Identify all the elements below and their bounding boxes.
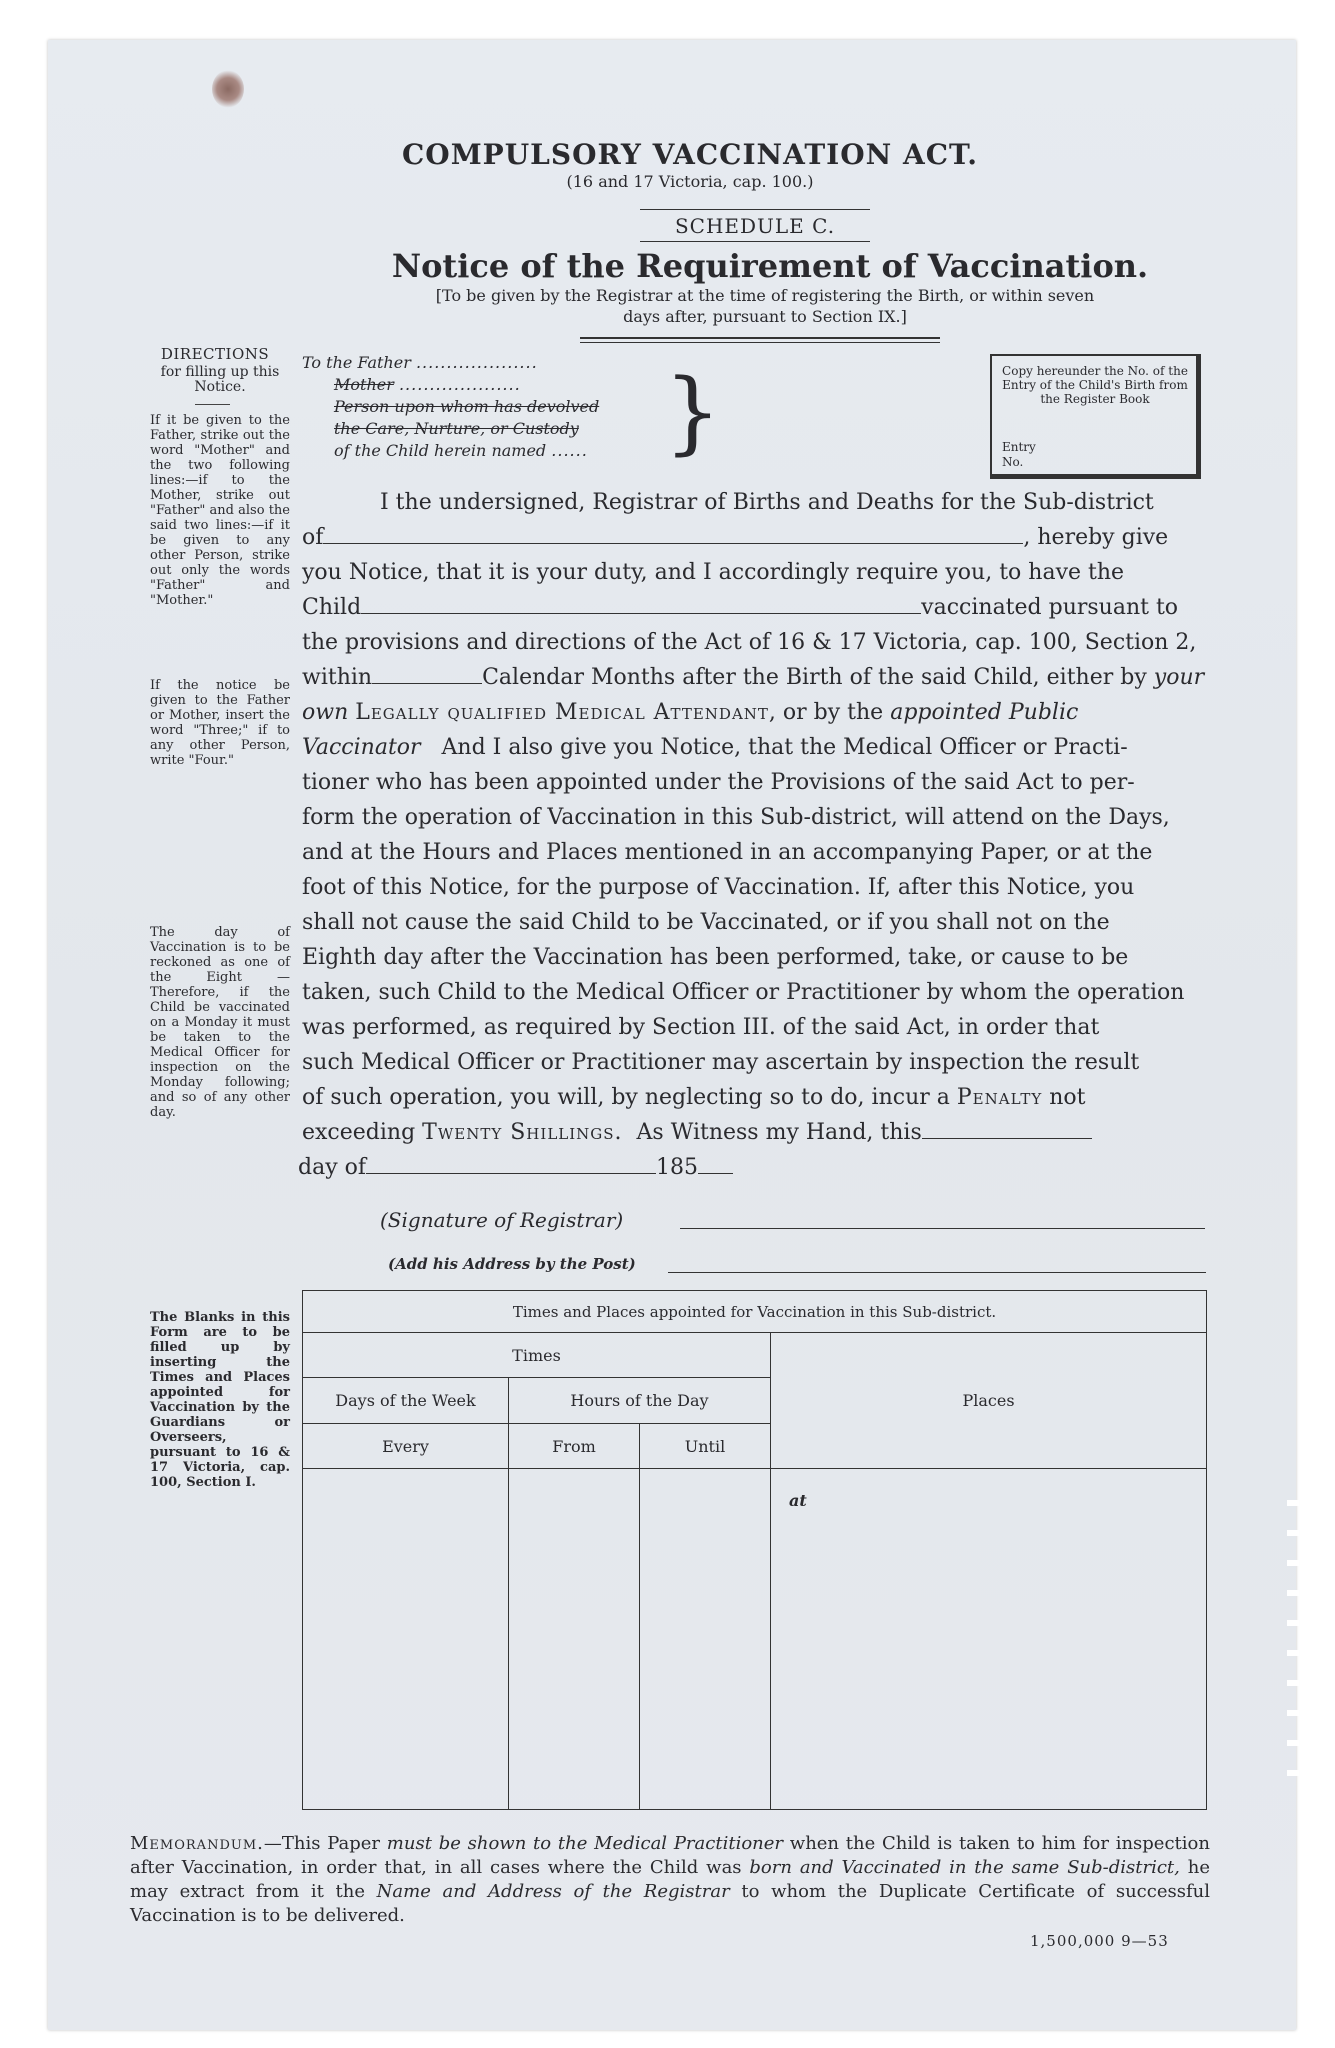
body-line-1: I the undersigned, Registrar of Births and Deaths for the Sub-district [380, 490, 1154, 515]
addressee-father: To the Father [302, 353, 411, 372]
body-line-2: of , hereby give [302, 525, 1169, 550]
address-line[interactable] [668, 1272, 1206, 1273]
direction-note-months: If the notice be given to the Father or Mother, insert the word "Three;" if to any other Person, write "Four." [150, 678, 290, 768]
instruction-line-1: [To be given by the Registrar at the time of registering the Birth, or within seven [435, 286, 1095, 305]
day-number-blank[interactable] [922, 1124, 1092, 1139]
body-line-6: within Calendar Months after the Birth of the said Child, either by your [302, 665, 1205, 690]
body-line-7: own Legally qualified Medical Attendant, or by the appointed Public [302, 700, 1079, 725]
body-line-5: the provisions and directions of the Act of 16 & 17 Victoria, cap. 100, Section 2, [302, 630, 1197, 655]
body-line-19: exceeding Twenty Shillings. As Witness my Hand, this [302, 1116, 1207, 1151]
body-line-15: taken, such Child to the Medical Officer or Practitioner by whom the operation [302, 980, 1185, 1005]
entry-box-text: Copy hereunder the No. of the Entry of the Child's Birth from the Register Book [1002, 364, 1188, 406]
body-line-17: such Medical Officer or Practitioner may ascertain by inspection the result [302, 1050, 1140, 1075]
vaccination-schedule-table [302, 1290, 1207, 1810]
entry-no-label: No. [1002, 455, 1024, 469]
body-line-12: foot of this Notice, for the purpose of Vaccination. If, after this Notice, you [302, 875, 1135, 900]
fill-dots: .................... [415, 353, 538, 372]
instruction-text [350, 285, 1180, 327]
signature-line[interactable] [680, 1228, 1205, 1229]
table-cell-from[interactable] [509, 1469, 640, 1810]
body-line-16: was performed, as required by Section III. of the said Act, in order that [302, 1015, 1100, 1040]
year-blank[interactable] [698, 1159, 733, 1174]
fill-dots: ...... [551, 441, 588, 460]
table-hours-header: Hours of the Day [509, 1378, 771, 1424]
addressee-child: of the Child herein named [334, 441, 547, 460]
month-blank[interactable] [366, 1159, 656, 1174]
addressee-care: the Care, Nurture, or Custody [334, 419, 579, 438]
place-at-label: at [789, 1491, 807, 1510]
body-line-13: shall not cause the said Child to be Vaccinated, or if you shall not on the [302, 910, 1110, 935]
addressee-mother: Mother [334, 375, 394, 394]
body-line-10: form the operation of Vaccination in this Sub-district, will attend on the Days, [302, 805, 1170, 830]
act-subtitle: (16 and 17 Victoria, cap. 100.) [566, 172, 814, 191]
table-cell-place[interactable] [771, 1469, 1207, 1810]
body-line-11: and at the Hours and Places mentioned in an accompanying Paper, or at the [302, 840, 1153, 865]
entry-labels [1002, 440, 1036, 470]
body-line-8: Vaccinator And I also give you Notice, that the Medical Officer or Practi- [302, 735, 1128, 760]
table-until-header: Until [640, 1424, 771, 1469]
body-line-20: day of 185 [298, 1151, 1203, 1186]
notice-title: Notice of the Requirement of Vaccination. [391, 247, 1149, 285]
direction-note-day-of-vaccination: The day of Vaccination is to be reckoned as one of the Eight —Therefore, if the Child be vaccinated on a Monday it must be taken to the Medical Officer for inspection on the Monday following; and so of any other day. [150, 925, 290, 1120]
fill-dots: .................... [398, 375, 521, 394]
act-title: COMPULSORY VACCINATION ACT. [402, 138, 978, 171]
body-line-3: you Notice, that it is your duty, and I accordingly require you, to have the [302, 560, 1125, 585]
table-places-header: Places [771, 1333, 1207, 1469]
body-line-18: of such operation, you will, by neglecting so to do, incur a Penalty not [302, 1085, 1086, 1110]
addressee-block [302, 352, 599, 462]
directions-subtitle: for filling up this Notice. [160, 364, 280, 395]
paper-stain [212, 70, 244, 108]
addressee-brace: } [664, 360, 722, 465]
torn-edge [1287, 1500, 1299, 1800]
table-header: Times and Places appointed for Vaccination in this Sub-district. [303, 1291, 1207, 1333]
table-every-header: Every [303, 1424, 509, 1469]
table-times-header: Times [303, 1333, 771, 1378]
body-line-14: Eighth day after the Vaccination has been performed, take, or cause to be [302, 945, 1129, 970]
memorandum-label: Memorandum. [130, 1833, 264, 1854]
child-name-blank[interactable] [361, 599, 921, 614]
schedule-label: SCHEDULE C. [640, 209, 870, 242]
entry-label: Entry [1002, 440, 1036, 454]
directions-rule [195, 404, 230, 405]
table-from-header: From [509, 1424, 640, 1469]
table-cell-until[interactable] [640, 1469, 771, 1810]
direction-note-strike-out: If it be given to the Father, strike out the word "Mother" and the two following lines:—if to the Mother, strike out "Father" and also the said two lines:—if it be given to any other Person, strike out only the words "Father" and "Mother." [150, 413, 290, 608]
months-blank[interactable] [372, 669, 482, 684]
directions-title: DIRECTIONS [160, 345, 270, 363]
subdistrict-blank[interactable] [323, 529, 1023, 544]
table-days-header: Days of the Week [303, 1378, 509, 1424]
body-line-9: tioner who has been appointed under the Provisions of the said Act to per- [302, 770, 1135, 795]
signature-label: (Signature of Registrar) [380, 1208, 624, 1232]
addressee-person: Person upon whom has devolved [334, 397, 600, 416]
printer-mark: 1,500,000 9—53 [1030, 1932, 1169, 1950]
memorandum: Memorandum.—This Paper must be shown to the Medical Practitioner when the Child is taken to him for inspection after Vaccination, in order that, in all cases where the Child was born and Vaccinated in the same Sub-district, he may extract from it the Name and Address of the Registrar to whom the Duplicate Certificate of successful Vaccination is to be delivered. [130, 1833, 1210, 1926]
direction-note-blanks: The Blanks in this Form are to be filled up by inserting the Times and Places appointed for Vaccination by the Guardians or Overseers, pursuant to 16 & 17 Victoria, cap. 100, Section I. [150, 1310, 290, 1490]
body-line-4: Child vaccinated pursuant to [302, 595, 1179, 620]
address-label: (Add his Address by the Post) [388, 1255, 636, 1273]
header-rule [580, 337, 940, 343]
table-cell-day[interactable] [303, 1469, 509, 1810]
instruction-line-2: days after, pursuant to Section IX.] [623, 307, 907, 326]
